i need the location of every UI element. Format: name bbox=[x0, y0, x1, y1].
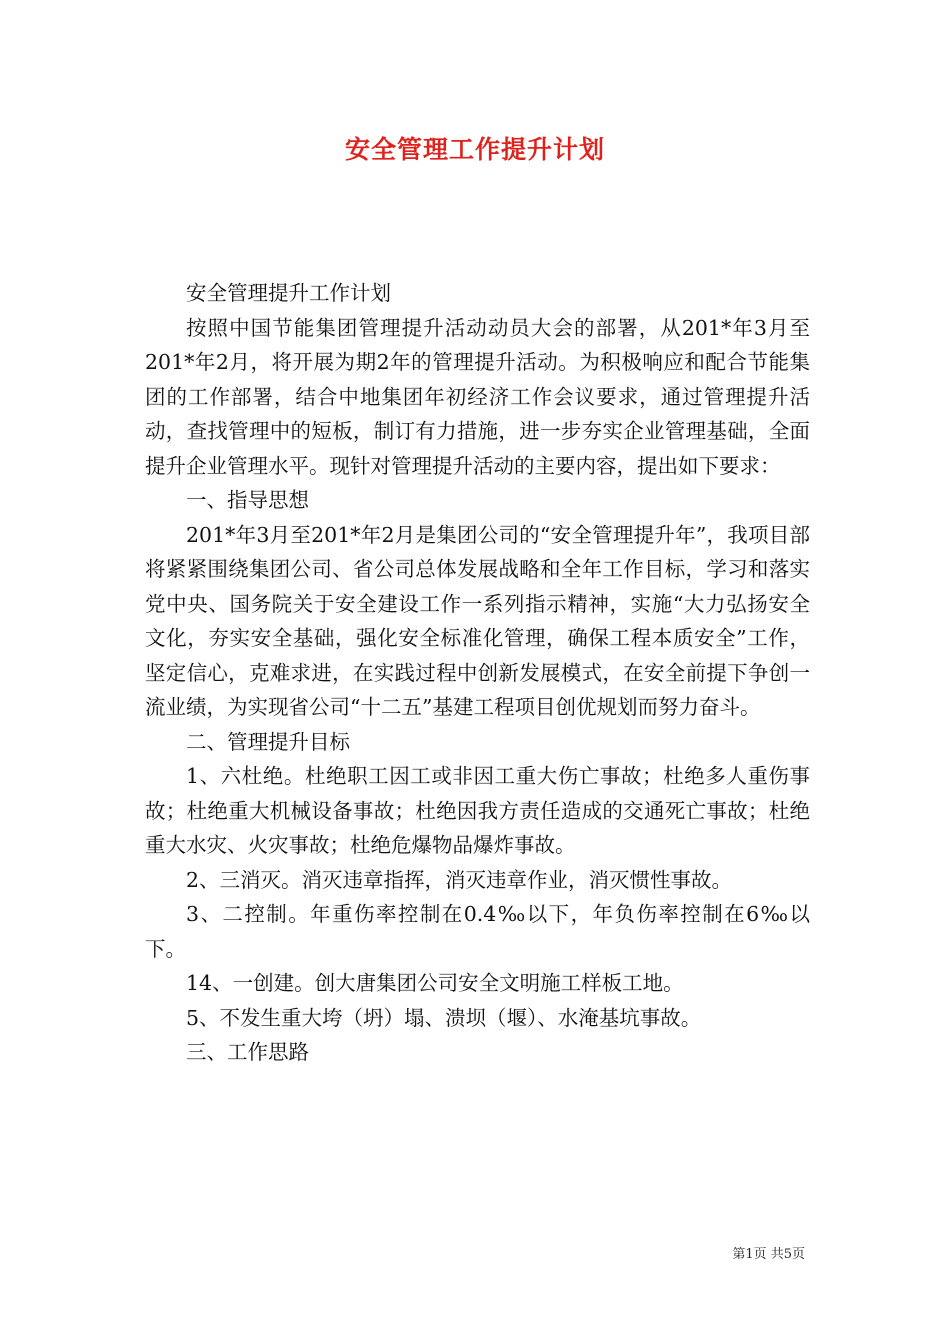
goal-item-no-collapse: 5、不发生重大垮（坍）塌、溃坝（堰）、水淹基坑事故。 bbox=[186, 1005, 702, 1030]
page-number: 第1页 共5页 bbox=[732, 1247, 805, 1262]
subtitle-paragraph: 安全管理提升工作计划 bbox=[186, 281, 391, 305]
guiding-ideology-paragraph: 201*年3月至201*年2月是集团公司的“安全管理提升年”，我项目部将紧紧围绕集团公司、省公司总体发展战略和全年工作目标，学习和落实党中央、国务院关于安全建设工作一系列指示精神，实施“大力弘扬安全文化，夯实安全基础，强化安全标准化管理，确保工程本质安全”工作，坚定信心，克难求进，在实践过程中创新发展模式，在安全前提下争创一流业绩，为实现省公司“十二五”基建工程项目创优规划而努力奋斗。 bbox=[145, 522, 810, 719]
section-heading-guiding-ideology: 一、指导思想 bbox=[186, 488, 309, 512]
goal-item-two-controls: 3、二控制。年重伤率控制在0.4‰以下，年负伤率控制在6‰以下。 bbox=[145, 902, 810, 961]
goal-item-one-creation: 14、一创建。创大唐集团公司安全文明施工样板工地。 bbox=[186, 971, 684, 995]
intro-paragraph: 按照中国节能集团管理提升活动动员大会的部署，从201*年3月至201*年2月，将开展为期2年的管理提升活动。为积极响应和配合节能集团的工作部署，结合中地集团年初经济工作会议要求，通过管理提升活动，查找管理中的短板，制订有力措施，进一步夯实企业管理基础，全面提升企业管理水平。现针对管理提升活动的主要内容，提出如下要求： bbox=[145, 315, 810, 478]
document-title: 安全管理工作提升计划 bbox=[344, 135, 605, 164]
section-heading-work-approach: 三、工作思路 bbox=[186, 1040, 309, 1064]
section-heading-goals: 二、管理提升目标 bbox=[186, 729, 350, 754]
document-body bbox=[145, 276, 810, 1070]
goal-item-three-eliminations: 2、三消灭。消灭违章指挥，消灭违章作业，消灭惯性事故。 bbox=[186, 867, 733, 892]
goal-item-six-eliminations: 1、六杜绝。杜绝职工因工或非因工重大伤亡事故；杜绝多人重伤事故；杜绝重大机械设备事故；杜绝因我方责任造成的交通死亡事故；杜绝重大水灾、火灾事故；杜绝危爆物品爆炸事故。 bbox=[145, 764, 810, 857]
